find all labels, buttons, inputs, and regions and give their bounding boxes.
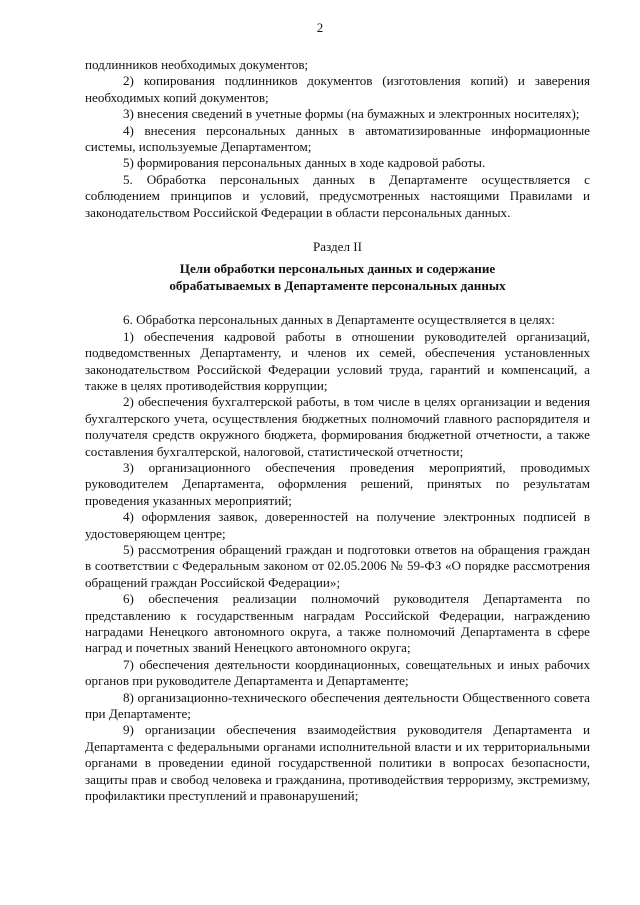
paragraph-purpose-1: 1) обеспечения кадровой работы в отношении руководителей организаций, подведомственных Департаменту, и членов их семей, обеспечения установленных законодательством Российской Федерации условий труда, гарантий и компенсаций, а также в целях противодействия коррупции; <box>85 328 590 393</box>
paragraph-purpose-6: 6) обеспечения реализации полномочий руководителя Департамента по представлению к государственным наградам Российской Федерации, награждению наградами Ненецкого автономного округа, а также полномочий Департамента в сфере наград и почетных званий Ненецкого автономного округа; <box>85 591 590 656</box>
page-number: 2 <box>316 20 324 35</box>
paragraph-clause-6: 6. Обработка персональных данных в Департаменте осуществляется в целях: <box>123 312 555 328</box>
paragraph-purpose-8: 8) организационно-технического обеспечения деятельности Общественного совета при Департаменте; <box>85 689 590 722</box>
paragraph-purpose-2: 2) обеспечения бухгалтерской работы, в том числе в целях организации и ведения бухгалтерского учета, осуществления бюджетных полномочий главного распорядителя и получателя средств окружного бюджета, формирования бюджетной отчетности, а также составления бухгалтерской, налоговой, статистической отчетности; <box>85 394 590 459</box>
paragraph-item-entering-systems: 4) внесения персональных данных в автоматизированные информационные системы, используемые Департаментом; <box>85 122 590 155</box>
section-title-line-1: Цели обработки персональных данных и содержание <box>179 261 496 277</box>
paragraph-purpose-7: 7) обеспечения деятельности координационных, совещательных и иных рабочих органов при руководителе Департамента и Департаменте; <box>85 656 590 689</box>
paragraph-item-copying: 2) копирования подлинников документов (изготовления копий) и заверения необходимых копий документов; <box>85 73 590 105</box>
paragraph-continuation: подлинников необходимых документов; <box>85 57 309 72</box>
paragraph-purpose-9: 9) организации обеспечения взаимодействия руководителя Департамента и Департамента с федеральными органами исполнительной власти и их территориальными органами в проведении единой государственной политики в вопросах безопасности, защиты прав и свобод человека и гражданина, противодействия терроризму, экстремизму, профилактики преступлений и правонарушений; <box>85 722 590 804</box>
section-label: Раздел II <box>312 239 363 255</box>
paragraph-purpose-5: 5) рассмотрения обращений граждан и подготовки ответов на обращения граждан в соответствии с Федеральным законом от 02.05.2006 № 59-ФЗ «О порядке рассмотрения обращений граждан Российской Федерации»; <box>85 541 590 590</box>
document-body <box>85 57 590 804</box>
paragraph-purpose-3: 3) организационного обеспечения проведения мероприятий, проводимых руководителем Департамента, оформления решений, принятых по результатам проведения указанных мероприятий; <box>85 459 590 508</box>
paragraph-purpose-4: 4) оформления заявок, доверенностей на получение электронных подписей в удостоверяющем центре; <box>85 509 590 541</box>
paragraph-item-recording: 3) внесения сведений в учетные формы (на бумажных и электронных носителях); <box>123 106 580 122</box>
section-title-line-2: обрабатываемых в Департаменте персональных данных <box>169 277 506 293</box>
paragraph-item-forming: 5) формирования персональных данных в ходе кадровой работы. <box>123 155 486 171</box>
paragraph-clause-5: 5. Обработка персональных данных в Департаменте осуществляется с соблюдением принципов и условий, предусмотренных настоящими Правилами и законодательством Российской Федерации в области персональных данных. <box>85 171 590 220</box>
